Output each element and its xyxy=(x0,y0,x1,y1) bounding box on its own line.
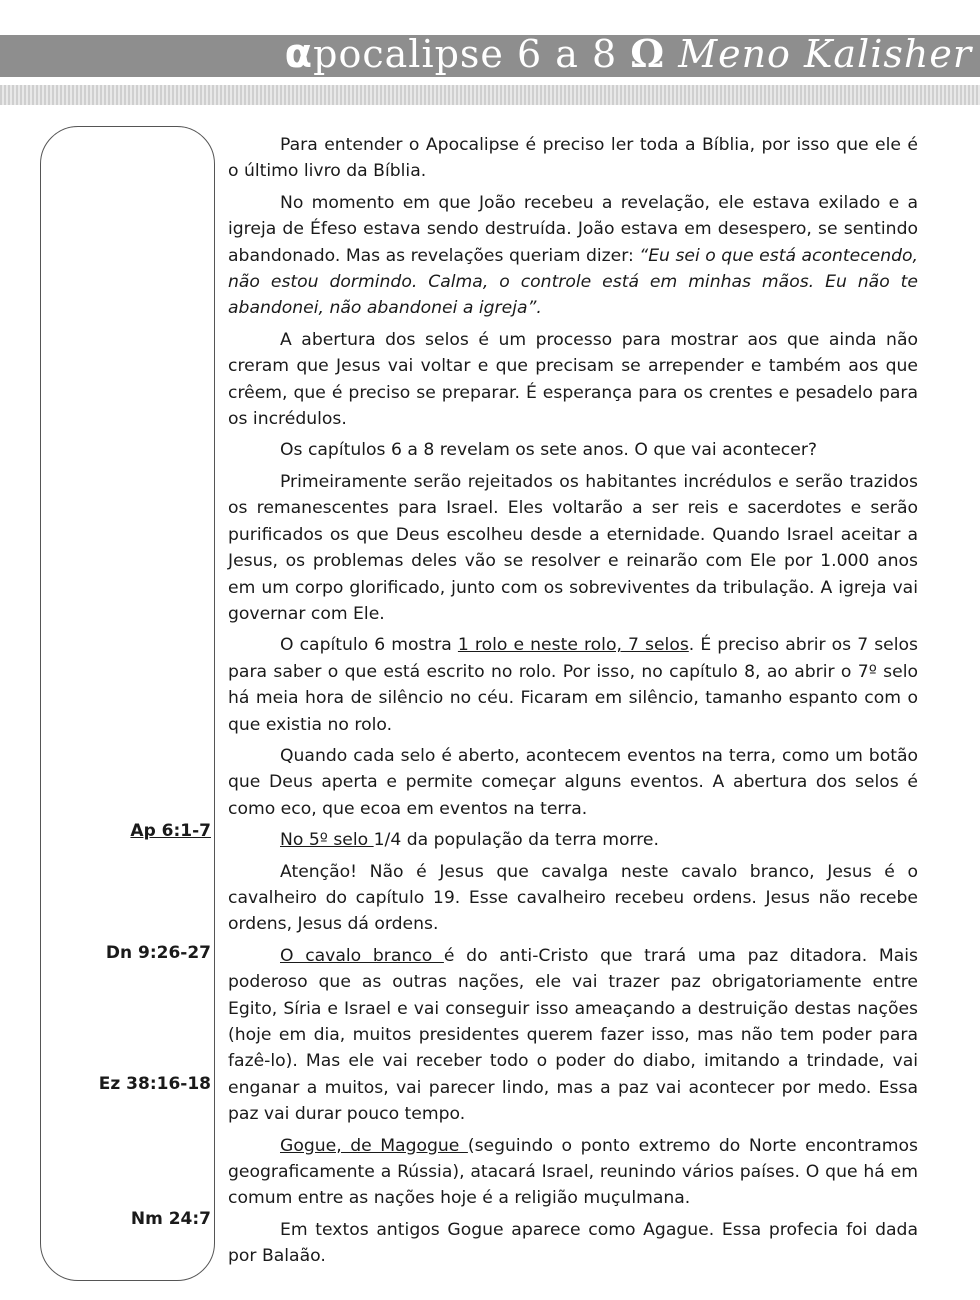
paragraph-11 xyxy=(228,1133,918,1212)
reference-ap-6-1-7: Ap 6:1-7 xyxy=(130,821,211,841)
paragraph-7: Quando cada selo é aberto, acontecem eventos na terra, como um botão que Deus aperta e permite começar alguns eventos. A abertura dos selos é como eco, que ecoa em eventos na terra. xyxy=(228,745,918,819)
paragraph-5: Primeiramente serão rejeitados os habitantes incrédulos e serão trazidos os remanescentes para Israel. Eles voltarão a ser reis e sacerdotes e serão purificados os que Deus escolheu desde a eternidade. Quando Israel aceitar a Jesus, os problemas deles vão se resolver e reinarão com Ele por 1.000 anos em um corpo glorificado, junto com os sobreviventes da tribulação. A igreja vai governar com Ele. xyxy=(228,471,918,624)
alpha-symbol: α xyxy=(284,31,314,77)
paragraph-8-text: 1/4 da população da terra morre. xyxy=(373,830,659,851)
reference-nm-24-7: Nm 24:7 xyxy=(130,1209,211,1229)
page-header-title xyxy=(285,30,972,78)
paragraph-8-underlined: No 5º selo xyxy=(280,830,374,851)
reference-ez-38-16-18: Ez 38:16-18 xyxy=(98,1074,211,1094)
paragraph-9: Atenção! Não é Jesus que cavalga neste cavalo branco, Jesus é o cavalheiro do capítulo 19. Esse cavalheiro recebeu ordens. Jesus não recebe ordens, Jesus dá ordens. xyxy=(228,861,918,935)
paragraph-2-text: No momento em que João recebeu a revelação, ele estava exilado e a igreja de Éfeso estava sendo destruída. João estava em desespero, se sentindo abandonado. Mas as revelações queriam dizer: xyxy=(228,192,918,266)
header-author: Meno Kalisher xyxy=(678,32,972,76)
paragraph-3: A abertura dos selos é um processo para mostrar aos que ainda não creram que Jesus vai voltar e que precisam se arrepender e também aos que crêem, que é preciso se preparar. É esperança para os crentes e pesadelo para os incrédulos. xyxy=(228,329,918,430)
paragraph-2 xyxy=(228,190,918,322)
paragraph-1: Para entender o Apocalipse é preciso ler toda a Bíblia, por isso que ele é o último livro da Bíblia. xyxy=(228,135,918,182)
paragraph-2-quote: “Eu sei o que está acontecendo, não estou dormindo. Calma, o controle está em minhas mãos. Eu não te abandonei, não abandonei a igreja”. xyxy=(228,245,918,319)
paragraph-6-text-b: . É preciso abrir os 7 selos para saber o que está escrito no rolo. Por isso, no capítulo 8, ao abrir o 7º selo há meia hora de silêncio no céu. Ficaram em silêncio, tamanho espanto com o que existia no rolo. xyxy=(228,635,918,735)
paragraph-10 xyxy=(228,943,918,1128)
main-text-body xyxy=(228,132,918,1275)
paragraph-6-text-a: O capítulo 6 mostra xyxy=(280,635,458,656)
paragraph-11-underlined: Gogue, de Magogue xyxy=(280,1135,468,1156)
paragraph-6-underlined: 1 rolo e neste rolo, 7 selos xyxy=(457,635,689,656)
omega-symbol: Ω xyxy=(630,31,666,76)
paragraph-8 xyxy=(228,827,918,853)
header-stripe-divider xyxy=(0,85,980,105)
paragraph-6 xyxy=(228,632,918,738)
paragraph-10-text: é do anti-Cristo que trará uma paz ditadora. Mais poderoso que as outras nações, ele vai trazer paz obrigatoriamente entre Egito, Síria e Israel e vai conseguir isso ameaçando a destruição destas nações (hoje em dia, muitos presidentes querem fazer isso, mas não tem poder para fazê-lo). Mas ele vai receber todo o poder do diabo, imitando a trindade, vai enganar a muitos, vai parecer lindo, mas a paz vai acontecer por medo. Essa paz vai durar pouco tempo. xyxy=(228,945,918,1125)
paragraph-4: Os capítulos 6 a 8 revelam os sete anos. O que vai acontecer? xyxy=(280,440,818,461)
margin-reference-box xyxy=(40,126,215,1281)
paragraph-12: Em textos antigos Gogue aparece como Agague. Essa profecia foi dada por Balaão. xyxy=(228,1219,918,1267)
header-title-text: pocalipse 6 a 8 xyxy=(313,32,618,76)
paragraph-10-underlined: O cavalo branco xyxy=(280,945,444,966)
paragraph-11-text: (seguindo o ponto extremo do Norte encontramos geograficamente a Rússia), atacará Israel, reunindo vários países. O que há em comum entre as nações hoje é a religião muçulmana. xyxy=(228,1135,918,1209)
reference-dn-9-26-27: Dn 9:26-27 xyxy=(105,943,211,963)
